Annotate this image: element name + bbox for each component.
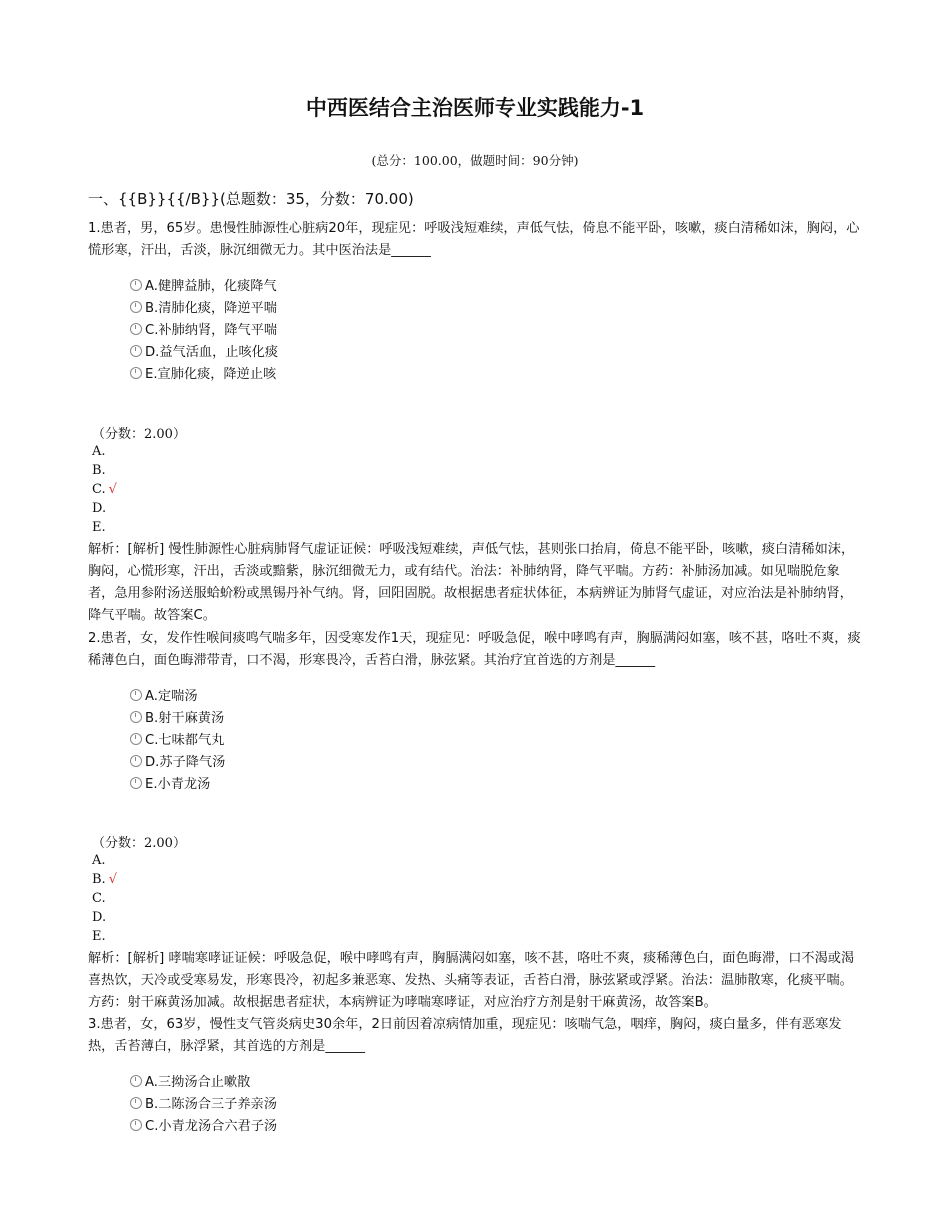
option-c[interactable] [130,1116,277,1138]
option-b[interactable] [130,708,225,730]
option-label: B.二陈汤合三子养亲汤 [145,1097,277,1112]
option-label: E.宣肺化痰，降逆止咳 [145,367,277,382]
question-1-score: （分数：2.00） [92,427,186,442]
option-label: C.补肺纳肾，降气平喘 [145,323,278,338]
radio-icon[interactable] [130,777,142,789]
option-label: D.苏子降气汤 [145,755,226,770]
answer-e: E. [92,929,106,944]
answer-a: A. [92,853,106,868]
option-label: C.小青龙汤合六君子汤 [145,1119,278,1134]
question-1-options [130,276,278,386]
question-2-stem: 2.患者，女，发作性喉间痰鸣气喘多年，因受寒发作1天，现症见：呼吸急促，喉中哮鸣有声，胸膈满闷如塞，咳不甚，咯吐不爽，痰稀薄色白，面色晦滞带青，口不渴，形寒畏冷，舌苔白滑，脉弦紧。其治疗宜首选的方剂是______ [88,631,861,668]
section-heading: 一、{{B}}{{/B}}(总题数：35，分数：70.00) [88,190,414,208]
option-a[interactable] [130,1072,277,1094]
option-a[interactable] [130,686,225,708]
answer-a: A. [92,444,106,459]
answer-c: C. [92,891,106,906]
option-label: E.小青龙汤 [145,777,211,792]
option-label: D.益气活血，止咳化痰 [145,345,279,360]
option-label: A.定喘汤 [145,689,198,704]
option-e[interactable] [130,774,225,796]
radio-icon[interactable] [130,279,142,291]
option-label: B.清肺化痰，降逆平喘 [145,301,277,316]
option-b[interactable] [130,298,278,320]
document-title: 中西医结合主治医师专业实践能力-1 [305,96,645,120]
radio-icon[interactable] [130,689,142,701]
question-2-analysis: 解析：[解析] 哮喘寒哮证证候：呼吸急促，喉中哮鸣有声，胸膈满闷如塞，咳不甚，咯吐不爽，痰稀薄色白，面色晦滞，口不渴或渴喜热饮，天冷或受寒易发，形寒畏冷，初起多兼恶寒、发热、头痛等表证，舌苔白滑，脉弦紧或浮紧。治法：温肺散寒，化痰平喘。方药：射干麻黄汤加减。故根据患者症状，本病辨证为哮喘寒哮证，对应治疗方剂是射干麻黄汤，故答案B。 [88,951,855,1010]
radio-icon[interactable] [130,323,142,335]
radio-icon[interactable] [130,301,142,313]
option-d[interactable] [130,752,225,774]
question-2-score: （分数：2.00） [92,836,186,851]
answer-e: E. [92,520,106,535]
question-3-options [130,1072,277,1138]
answer-c [92,480,117,499]
question-1-analysis: 解析：[解析] 慢性肺源性心脏病肺肾气虚证证候：呼吸浅短难续，声低气怯，甚则张口抬肩，倚息不能平卧，咳嗽，痰白清稀如沫，胸闷，心慌形寒，汗出，舌淡或黯紫，脉沉细微无力，或有结代。治法：补肺纳肾，降气平喘。方药：补肺汤加减。如见喘脱危象者，急用参附汤送服蛤蚧粉或黑锡丹补气纳。肾，回阳固脱。故根据患者症状体征，本病辨证为肺肾气虚证，对应治法是补肺纳肾，降气平喘。故答案C。 [88,542,855,623]
radio-icon[interactable] [130,711,142,723]
question-2-answer-key [92,851,117,946]
radio-icon[interactable] [130,367,142,379]
radio-icon[interactable] [130,755,142,767]
radio-icon[interactable] [130,733,142,745]
question-2-options [130,686,225,796]
option-label: B.射干麻黄汤 [145,711,225,726]
option-c[interactable] [130,320,278,342]
question-1-answer-key [92,442,117,537]
question-1-stem: 1.患者，男，65岁。患慢性肺源性心脏病20年，现症见：呼吸浅短难续，声低气怯，倚息不能平卧，咳嗽，痰白清稀如沫，胸闷，心慌形寒，汗出，舌淡，脉沉细微无力。其中医治法是______ [88,221,860,258]
radio-icon[interactable] [130,1075,142,1087]
option-label: A.三拗汤合止嗽散 [145,1075,251,1090]
option-a[interactable] [130,276,278,298]
option-d[interactable] [130,342,278,364]
answer-d: D. [92,501,107,516]
question-3-stem: 3.患者，女，63岁，慢性支气管炎病史30余年，2日前因着凉病情加重，现症见：咳喘气急，咽痒，胸闷，痰白量多，伴有恶寒发热，舌苔薄白，脉浮紧，其首选的方剂是______ [88,1017,842,1054]
answer-d: D. [92,910,107,925]
option-c[interactable] [130,730,225,752]
option-b[interactable] [130,1094,277,1116]
exam-meta: (总分：100.00，做题时间：90分钟) [371,153,579,168]
answer-label: B. [92,872,106,887]
correct-check-icon: √ [108,872,117,887]
radio-icon[interactable] [130,1119,142,1131]
option-label: C.七味都气丸 [145,733,225,748]
radio-icon[interactable] [130,1097,142,1109]
answer-label: C. [92,482,106,497]
radio-icon[interactable] [130,345,142,357]
correct-check-icon: √ [108,482,117,497]
option-e[interactable] [130,364,278,386]
answer-b [92,870,117,889]
option-label: A.健脾益肺，化痰降气 [145,279,277,294]
answer-b: B. [92,463,106,478]
